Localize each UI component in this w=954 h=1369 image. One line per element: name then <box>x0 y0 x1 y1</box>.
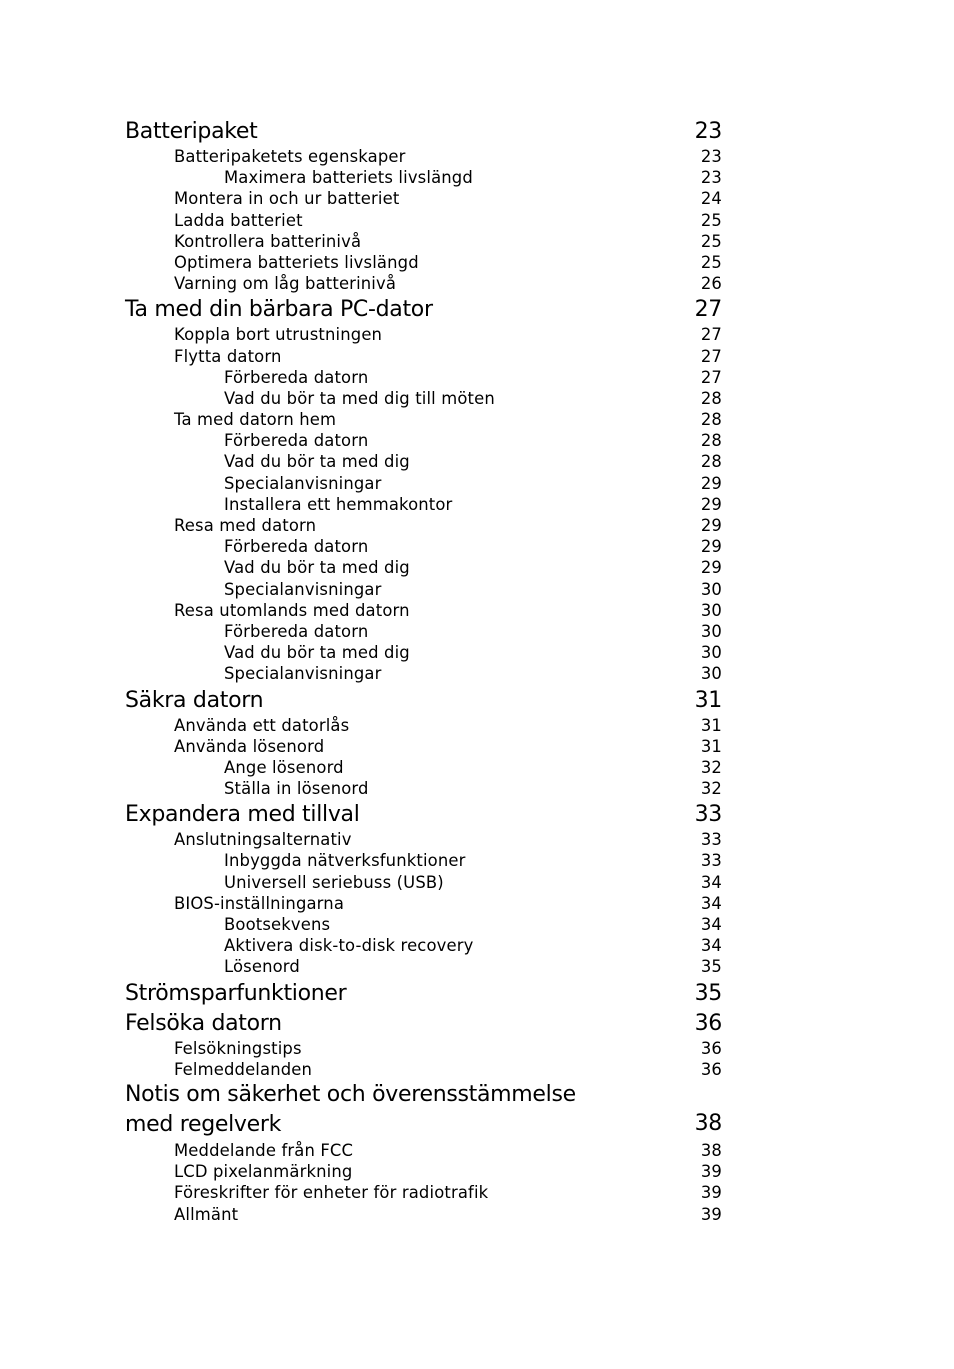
toc-entry-page-number: 30 <box>700 664 722 684</box>
toc-entry-title: Felsökningstips <box>174 1038 302 1058</box>
toc-section-entry[interactable] <box>125 1038 722 1059</box>
toc-entry-page-number: 29 <box>700 516 722 535</box>
toc-section-entry[interactable] <box>125 515 722 536</box>
toc-entry-page-number: 30 <box>700 621 722 641</box>
toc-entry-page-number: 34 <box>700 872 722 892</box>
toc-entry-page-number: 38 <box>700 1140 722 1160</box>
toc-entry-page-number: 27 <box>700 367 722 387</box>
table-of-contents <box>125 116 722 1225</box>
toc-entry-title: Förbereda datorn <box>224 431 369 451</box>
toc-chapter-entry[interactable] <box>125 116 722 146</box>
toc-entry-page-number: 29 <box>700 473 722 493</box>
toc-entry-title: Lösenord <box>224 957 300 977</box>
toc-subsection-entry[interactable] <box>125 579 722 600</box>
toc-entry-page-number: 29 <box>700 537 722 557</box>
toc-entry-title: Förbereda datorn <box>224 367 369 387</box>
toc-subsection-entry[interactable] <box>125 663 722 684</box>
toc-entry-page-number: 34 <box>700 915 722 934</box>
toc-entry-page-number: 34 <box>700 893 722 913</box>
toc-entry-title: Använda ett datorlås <box>174 715 350 735</box>
toc-section-entry[interactable] <box>125 715 722 736</box>
toc-entry-page-number: 38 <box>694 1110 722 1136</box>
toc-entry-page-number: 30 <box>700 643 722 663</box>
toc-entry-page-number: 31 <box>700 736 722 756</box>
toc-entry-page-number: 35 <box>694 980 722 1006</box>
toc-chapter-entry[interactable] <box>125 978 722 1008</box>
toc-entry-page-number: 25 <box>700 210 722 230</box>
toc-subsection-entry[interactable] <box>125 757 722 778</box>
toc-entry-page-number: 24 <box>700 189 722 209</box>
toc-entry-title: Maximera batteriets livslängd <box>224 168 473 188</box>
toc-section-entry[interactable] <box>125 829 722 850</box>
toc-entry-title: Koppla bort utrustningen <box>174 325 383 345</box>
toc-section-entry[interactable] <box>125 893 722 914</box>
toc-entry-page-number: 28 <box>700 431 722 451</box>
toc-chapter-entry[interactable] <box>125 1080 722 1140</box>
toc-subsection-entry[interactable] <box>125 621 722 642</box>
toc-entry-title: Felmeddelanden <box>174 1059 313 1079</box>
toc-entry-title: Specialanvisningar <box>224 473 382 493</box>
toc-entry-title: Vad du bör ta med dig till möten <box>224 388 495 408</box>
toc-entry-page-number: 27 <box>700 346 722 366</box>
toc-entry-page-number: 33 <box>700 851 722 871</box>
toc-entry-title: Förbereda datorn <box>224 621 369 641</box>
toc-entry-page-number: 28 <box>700 388 722 408</box>
toc-entry-title: Säkra datorn <box>125 687 264 713</box>
toc-entry-page-number: 32 <box>700 779 722 799</box>
toc-entry-page-number: 35 <box>700 957 722 977</box>
toc-entry-page-number: 33 <box>700 830 722 850</box>
toc-entry-page-number: 25 <box>700 252 722 272</box>
toc-entry-page-number: 34 <box>700 936 722 956</box>
toc-subsection-entry[interactable] <box>125 956 722 977</box>
toc-entry-title: Kontrollera batterinivå <box>174 231 362 251</box>
toc-entry-page-number: 33 <box>694 802 722 828</box>
toc-entry-page-number: 36 <box>694 1010 722 1036</box>
toc-entry-title: Ta med datorn hem <box>174 410 337 430</box>
toc-entry-title: Förbereda datorn <box>224 537 369 557</box>
toc-entry-page-number: 31 <box>700 715 722 735</box>
toc-entry-title: Använda lösenord <box>174 736 325 756</box>
toc-entry-page-number: 39 <box>700 1204 722 1224</box>
toc-entry-page-number: 27 <box>694 297 722 323</box>
toc-subsection-entry[interactable] <box>125 451 722 472</box>
toc-entry-title: Felsöka datorn <box>125 1010 282 1036</box>
toc-entry-title: Ta med din bärbara PC-dator <box>125 297 433 323</box>
toc-subsection-entry[interactable] <box>125 850 722 871</box>
toc-entry-title: Aktivera disk-to-disk recovery <box>224 936 474 956</box>
toc-entry-title: Specialanvisningar <box>224 664 382 684</box>
toc-entry-title: BIOS-inställningarna <box>174 893 345 913</box>
toc-section-entry[interactable] <box>125 210 722 231</box>
toc-entry-page-number: 39 <box>700 1162 722 1182</box>
toc-entry-page-number: 36 <box>700 1038 722 1058</box>
toc-section-entry[interactable] <box>125 1059 722 1080</box>
toc-chapter-entry[interactable] <box>125 685 722 715</box>
toc-entry-page-number: 28 <box>700 410 722 430</box>
toc-entry-page-number: 39 <box>700 1183 722 1203</box>
toc-subsection-entry[interactable] <box>125 914 722 935</box>
toc-entry-title: Installera ett hemmakontor <box>224 494 453 514</box>
toc-section-entry[interactable] <box>125 231 722 252</box>
toc-entry-page-number: 23 <box>700 168 722 188</box>
toc-entry-title: Ange lösenord <box>224 757 344 777</box>
toc-entry-title: Resa utomlands med datorn <box>174 600 410 620</box>
toc-entry-title: Vad du bör ta med dig <box>224 558 410 578</box>
toc-section-entry[interactable] <box>125 252 722 273</box>
toc-entry-page-number: 29 <box>700 558 722 578</box>
toc-entry-page-number: 30 <box>700 579 722 599</box>
toc-entry-title: Montera in och ur batteriet <box>174 189 400 209</box>
toc-entry-page-number: 29 <box>700 494 722 514</box>
toc-entry-page-number: 36 <box>700 1059 722 1079</box>
toc-entry-page-number: 27 <box>700 325 722 345</box>
toc-entry-title: Föreskrifter för enheter för radiotrafik <box>174 1183 489 1203</box>
toc-entry-title: Meddelande från FCC <box>174 1140 354 1160</box>
toc-chapter-entry[interactable] <box>125 294 722 324</box>
toc-entry-title: Anslutningsalternativ <box>174 830 352 850</box>
toc-chapter-entry[interactable] <box>125 1008 722 1038</box>
toc-subsection-entry[interactable] <box>125 642 722 663</box>
toc-entry-title: Strömsparfunktioner <box>125 980 347 1006</box>
toc-section-entry[interactable] <box>125 273 722 294</box>
toc-subsection-entry[interactable] <box>125 494 722 515</box>
toc-entry-title: Universell seriebuss (USB) <box>224 872 444 892</box>
toc-entry-title: Optimera batteriets livslängd <box>174 252 419 272</box>
toc-section-entry[interactable] <box>125 600 722 621</box>
toc-entry-title: Batteripaket <box>125 119 258 144</box>
toc-entry-title: LCD pixelanmärkning <box>174 1162 353 1182</box>
toc-entry-title: Ställa in lösenord <box>224 779 369 799</box>
toc-entry-page-number: 25 <box>700 231 722 251</box>
toc-entry-page-number: 30 <box>700 600 722 620</box>
toc-entry-title: Allmänt <box>174 1204 239 1224</box>
toc-subsection-entry[interactable] <box>125 935 722 956</box>
toc-entry-title: Flytta datorn <box>174 346 282 366</box>
toc-section-entry[interactable] <box>125 1204 722 1225</box>
toc-subsection-entry[interactable] <box>125 167 722 188</box>
toc-entry-title: Vad du bör ta med dig <box>224 452 410 472</box>
toc-section-entry[interactable] <box>125 409 722 430</box>
toc-entry-title: Expandera med tillval <box>125 802 360 828</box>
toc-entry-title: Resa med datorn <box>174 516 317 535</box>
toc-entry-page-number: 28 <box>700 452 722 472</box>
toc-entry-title: Specialanvisningar <box>224 579 382 599</box>
toc-chapter-entry[interactable] <box>125 799 722 829</box>
toc-section-entry[interactable] <box>125 1140 722 1161</box>
toc-section-entry[interactable] <box>125 324 722 345</box>
toc-section-entry[interactable] <box>125 1161 722 1182</box>
toc-entry-page-number: 31 <box>694 687 722 713</box>
toc-subsection-entry[interactable] <box>125 473 722 494</box>
toc-subsection-entry[interactable] <box>125 557 722 578</box>
toc-entry-page-number: 23 <box>694 119 722 144</box>
toc-subsection-entry[interactable] <box>125 367 722 388</box>
toc-entry-title: Bootsekvens <box>224 915 331 934</box>
toc-section-entry[interactable] <box>125 1182 722 1203</box>
toc-subsection-entry[interactable] <box>125 430 722 451</box>
toc-entry-page-number: 23 <box>700 147 722 166</box>
toc-section-entry[interactable] <box>125 146 722 167</box>
toc-section-entry[interactable] <box>125 736 722 757</box>
toc-entry-title: Batteripaketets egenskaper <box>174 147 406 166</box>
toc-entry-page-number: 32 <box>700 757 722 777</box>
toc-entry-title: Inbyggda nätverksfunktioner <box>224 851 466 871</box>
toc-subsection-entry[interactable] <box>125 536 722 557</box>
toc-entry-page-number: 26 <box>700 274 722 294</box>
toc-subsection-entry[interactable] <box>125 872 722 893</box>
toc-entry-title: Vad du bör ta med dig <box>224 643 410 663</box>
toc-entry-title: Varning om låg batterinivå <box>174 274 397 294</box>
toc-subsection-entry[interactable] <box>125 778 722 799</box>
toc-subsection-entry[interactable] <box>125 388 722 409</box>
toc-section-entry[interactable] <box>125 346 722 367</box>
toc-entry-title: Notis om säkerhet och överensstämmelse med regelverk <box>125 1081 576 1137</box>
toc-entry-title: Ladda batteriet <box>174 210 303 230</box>
toc-section-entry[interactable] <box>125 188 722 209</box>
